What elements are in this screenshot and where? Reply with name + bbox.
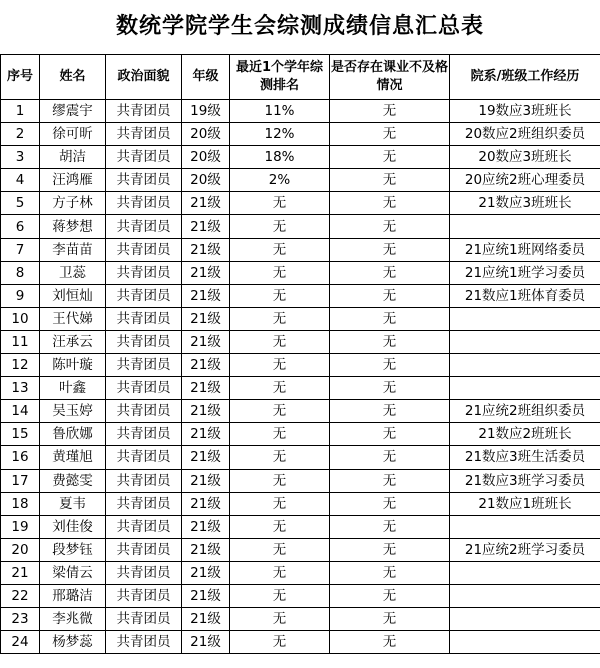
political-status-cell: 共青团员 <box>106 354 182 377</box>
grade-year-cell: 21级 <box>182 469 230 492</box>
table-row <box>1 330 600 353</box>
political-status-cell: 共青团员 <box>106 100 182 123</box>
row-number-cell: 8 <box>1 261 40 284</box>
political-status-cell: 共青团员 <box>106 492 182 515</box>
row-number-cell: 4 <box>1 169 40 192</box>
work-experience-cell: 21应统2班学习委员 <box>450 538 600 561</box>
row-number-cell: 19 <box>1 515 40 538</box>
row-number-cell: 11 <box>1 330 40 353</box>
political-status-cell: 共青团员 <box>106 608 182 631</box>
ranking-cell: 无 <box>230 354 330 377</box>
political-status-cell: 共青团员 <box>106 631 182 654</box>
failing-status-cell: 无 <box>330 423 450 446</box>
ranking-cell: 无 <box>230 330 330 353</box>
work-experience-cell: 21数应1班体育委员 <box>450 284 600 307</box>
grade-year-cell: 21级 <box>182 584 230 607</box>
failing-status-cell: 无 <box>330 538 450 561</box>
failing-status-cell: 无 <box>330 330 450 353</box>
failing-status-cell: 无 <box>330 377 450 400</box>
ranking-cell: 无 <box>230 192 330 215</box>
grade-year-cell: 21级 <box>182 561 230 584</box>
failing-status-cell: 无 <box>330 238 450 261</box>
failing-status-cell: 无 <box>330 192 450 215</box>
work-experience-cell <box>450 354 600 377</box>
ranking-cell: 无 <box>230 515 330 538</box>
table-row <box>1 238 600 261</box>
work-experience-cell <box>450 215 600 238</box>
failing-status-cell: 无 <box>330 446 450 469</box>
table-row <box>1 169 600 192</box>
student-name-cell: 李苗苗 <box>40 238 106 261</box>
table-row <box>1 400 600 423</box>
grade-year-cell: 20级 <box>182 123 230 146</box>
political-status-cell: 共青团员 <box>106 377 182 400</box>
political-status-cell: 共青团员 <box>106 169 182 192</box>
work-experience-cell: 21数应2班班长 <box>450 423 600 446</box>
political-status-cell: 共青团员 <box>106 423 182 446</box>
political-status-cell: 共青团员 <box>106 330 182 353</box>
header-cell: 院系/班级工作经历 <box>450 55 600 100</box>
work-experience-cell <box>450 377 600 400</box>
row-number-cell: 14 <box>1 400 40 423</box>
grade-year-cell: 21级 <box>182 284 230 307</box>
student-name-cell: 刘恒灿 <box>40 284 106 307</box>
political-status-cell: 共青团员 <box>106 307 182 330</box>
failing-status-cell: 无 <box>330 469 450 492</box>
table-row <box>1 469 600 492</box>
student-name-cell: 刘佳俊 <box>40 515 106 538</box>
work-experience-cell: 21数应3班生活委员 <box>450 446 600 469</box>
political-status-cell: 共青团员 <box>106 146 182 169</box>
student-name-cell: 王代娣 <box>40 307 106 330</box>
student-name-cell: 夏韦 <box>40 492 106 515</box>
table-body <box>1 100 600 654</box>
header-cell: 年级 <box>182 55 230 100</box>
student-name-cell: 杨梦蕊 <box>40 631 106 654</box>
work-experience-cell <box>450 631 600 654</box>
political-status-cell: 共青团员 <box>106 123 182 146</box>
work-experience-cell: 20应统2班心理委员 <box>450 169 600 192</box>
student-name-cell: 鲁欣娜 <box>40 423 106 446</box>
row-number-cell: 13 <box>1 377 40 400</box>
ranking-cell: 无 <box>230 469 330 492</box>
work-experience-cell: 20数应3班班长 <box>450 146 600 169</box>
ranking-cell: 2% <box>230 169 330 192</box>
ranking-cell: 无 <box>230 307 330 330</box>
student-name-cell: 费懿雯 <box>40 469 106 492</box>
header-cell: 政治面貌 <box>106 55 182 100</box>
work-experience-cell <box>450 561 600 584</box>
work-experience-cell: 21数应1班班长 <box>450 492 600 515</box>
political-status-cell: 共青团员 <box>106 446 182 469</box>
ranking-cell: 无 <box>230 238 330 261</box>
political-status-cell: 共青团员 <box>106 238 182 261</box>
table-row <box>1 515 600 538</box>
grade-year-cell: 21级 <box>182 354 230 377</box>
grade-year-cell: 21级 <box>182 538 230 561</box>
table-row <box>1 538 600 561</box>
work-experience-cell: 19数应3班班长 <box>450 100 600 123</box>
failing-status-cell: 无 <box>330 492 450 515</box>
failing-status-cell: 无 <box>330 354 450 377</box>
work-experience-cell <box>450 608 600 631</box>
header-cell: 是否存在课业不及格情况 <box>330 55 450 100</box>
failing-status-cell: 无 <box>330 169 450 192</box>
ranking-cell: 无 <box>230 538 330 561</box>
row-number-cell: 22 <box>1 584 40 607</box>
grade-year-cell: 21级 <box>182 238 230 261</box>
student-name-cell: 黄瑾旭 <box>40 446 106 469</box>
student-name-cell: 李兆微 <box>40 608 106 631</box>
political-status-cell: 共青团员 <box>106 284 182 307</box>
grade-year-cell: 21级 <box>182 377 230 400</box>
student-name-cell: 段梦钰 <box>40 538 106 561</box>
political-status-cell: 共青团员 <box>106 515 182 538</box>
student-name-cell: 方子林 <box>40 192 106 215</box>
ranking-cell: 无 <box>230 261 330 284</box>
grade-year-cell: 20级 <box>182 146 230 169</box>
ranking-cell: 无 <box>230 400 330 423</box>
political-status-cell: 共青团员 <box>106 261 182 284</box>
table-row <box>1 377 600 400</box>
row-number-cell: 12 <box>1 354 40 377</box>
ranking-cell: 无 <box>230 423 330 446</box>
ranking-cell: 12% <box>230 123 330 146</box>
student-name-cell: 叶鑫 <box>40 377 106 400</box>
political-status-cell: 共青团员 <box>106 469 182 492</box>
header-cell: 最近1个学年综测排名 <box>230 55 330 100</box>
row-number-cell: 10 <box>1 307 40 330</box>
failing-status-cell: 无 <box>330 215 450 238</box>
student-name-cell: 蒋梦想 <box>40 215 106 238</box>
grade-year-cell: 21级 <box>182 215 230 238</box>
student-name-cell: 缪震宇 <box>40 100 106 123</box>
grade-year-cell: 21级 <box>182 261 230 284</box>
table-row <box>1 307 600 330</box>
grade-year-cell: 19级 <box>182 100 230 123</box>
summary-table <box>0 54 600 654</box>
grade-year-cell: 21级 <box>182 423 230 446</box>
grade-year-cell: 21级 <box>182 330 230 353</box>
failing-status-cell: 无 <box>330 561 450 584</box>
row-number-cell: 1 <box>1 100 40 123</box>
table-row <box>1 492 600 515</box>
failing-status-cell: 无 <box>330 584 450 607</box>
failing-status-cell: 无 <box>330 631 450 654</box>
row-number-cell: 20 <box>1 538 40 561</box>
table-row <box>1 608 600 631</box>
row-number-cell: 7 <box>1 238 40 261</box>
political-status-cell: 共青团员 <box>106 400 182 423</box>
ranking-cell: 无 <box>230 561 330 584</box>
row-number-cell: 16 <box>1 446 40 469</box>
row-number-cell: 6 <box>1 215 40 238</box>
header-cell: 序号 <box>1 55 40 100</box>
row-number-cell: 9 <box>1 284 40 307</box>
ranking-cell: 11% <box>230 100 330 123</box>
work-experience-cell <box>450 330 600 353</box>
ranking-cell: 无 <box>230 584 330 607</box>
student-name-cell: 邢璐洁 <box>40 584 106 607</box>
table-row <box>1 215 600 238</box>
failing-status-cell: 无 <box>330 261 450 284</box>
ranking-cell: 无 <box>230 377 330 400</box>
political-status-cell: 共青团员 <box>106 561 182 584</box>
work-experience-cell: 21应统1班网络委员 <box>450 238 600 261</box>
failing-status-cell: 无 <box>330 123 450 146</box>
work-experience-cell <box>450 515 600 538</box>
table-row <box>1 284 600 307</box>
table-row <box>1 261 600 284</box>
page-title: 数统学院学生会综测成绩信息汇总表 <box>115 14 484 39</box>
table-row <box>1 123 600 146</box>
political-status-cell: 共青团员 <box>106 538 182 561</box>
work-experience-cell: 21数应3班班长 <box>450 192 600 215</box>
row-number-cell: 5 <box>1 192 40 215</box>
table-row <box>1 146 600 169</box>
table-row <box>1 423 600 446</box>
row-number-cell: 18 <box>1 492 40 515</box>
ranking-cell: 无 <box>230 631 330 654</box>
work-experience-cell <box>450 584 600 607</box>
header-row <box>1 55 600 100</box>
row-number-cell: 23 <box>1 608 40 631</box>
table-row <box>1 100 600 123</box>
grade-year-cell: 21级 <box>182 631 230 654</box>
failing-status-cell: 无 <box>330 284 450 307</box>
grade-year-cell: 21级 <box>182 446 230 469</box>
table-row <box>1 192 600 215</box>
ranking-cell: 18% <box>230 146 330 169</box>
failing-status-cell: 无 <box>330 307 450 330</box>
row-number-cell: 3 <box>1 146 40 169</box>
student-name-cell: 徐可昕 <box>40 123 106 146</box>
ranking-cell: 无 <box>230 608 330 631</box>
work-experience-cell <box>450 307 600 330</box>
failing-status-cell: 无 <box>330 146 450 169</box>
work-experience-cell: 20数应2班组织委员 <box>450 123 600 146</box>
student-name-cell: 陈叶璇 <box>40 354 106 377</box>
work-experience-cell: 21应统1班学习委员 <box>450 261 600 284</box>
failing-status-cell: 无 <box>330 400 450 423</box>
row-number-cell: 2 <box>1 123 40 146</box>
student-name-cell: 汪鸿雁 <box>40 169 106 192</box>
row-number-cell: 21 <box>1 561 40 584</box>
student-name-cell: 汪承云 <box>40 330 106 353</box>
political-status-cell: 共青团员 <box>106 584 182 607</box>
student-name-cell: 胡洁 <box>40 146 106 169</box>
ranking-cell: 无 <box>230 284 330 307</box>
header-cell: 姓名 <box>40 55 106 100</box>
ranking-cell: 无 <box>230 492 330 515</box>
work-experience-cell: 21数应3班学习委员 <box>450 469 600 492</box>
failing-status-cell: 无 <box>330 100 450 123</box>
political-status-cell: 共青团员 <box>106 192 182 215</box>
ranking-cell: 无 <box>230 446 330 469</box>
grade-year-cell: 20级 <box>182 169 230 192</box>
grade-year-cell: 21级 <box>182 492 230 515</box>
student-name-cell: 卫蕊 <box>40 261 106 284</box>
student-name-cell: 吴玉婷 <box>40 400 106 423</box>
table-row <box>1 446 600 469</box>
table-row <box>1 561 600 584</box>
grade-year-cell: 21级 <box>182 400 230 423</box>
row-number-cell: 17 <box>1 469 40 492</box>
table-row <box>1 631 600 654</box>
grade-year-cell: 21级 <box>182 307 230 330</box>
failing-status-cell: 无 <box>330 515 450 538</box>
table-row <box>1 584 600 607</box>
grade-year-cell: 21级 <box>182 515 230 538</box>
political-status-cell: 共青团员 <box>106 215 182 238</box>
grade-year-cell: 21级 <box>182 192 230 215</box>
table-row <box>1 354 600 377</box>
work-experience-cell: 21应统2班组织委员 <box>450 400 600 423</box>
student-name-cell: 梁倩云 <box>40 561 106 584</box>
row-number-cell: 15 <box>1 423 40 446</box>
row-number-cell: 24 <box>1 631 40 654</box>
grade-year-cell: 21级 <box>182 608 230 631</box>
failing-status-cell: 无 <box>330 608 450 631</box>
ranking-cell: 无 <box>230 215 330 238</box>
